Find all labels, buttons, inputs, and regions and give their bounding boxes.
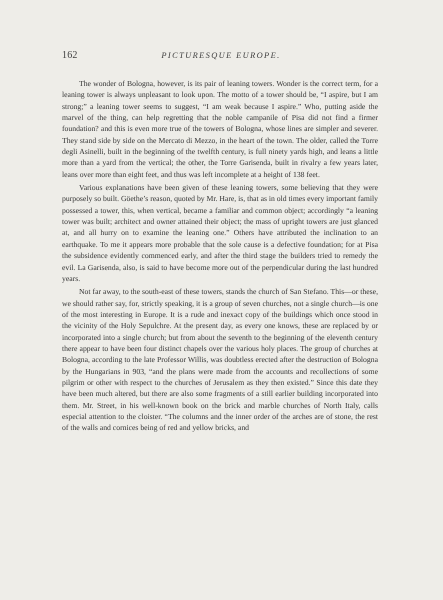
page-header (62, 50, 380, 64)
paragraph-leaning-towers: The wonder of Bologna, however, is its pair of leaning towers. Wonder is the correct term, for a leaning tower is always unpleasant to look upon. The motto of a tower should be, “I aspire, but I am strong;” a leaning tower seems to suggest, “I am weak because I aspire.” Who, putting aside the marvel of the thing, can help regretting that the noble campanile of Pisa did not find a firmer foundation? and this is even more true of the towers of Bologna, whose lines are simpler and severer. They stand side by side on the Mercato di Mezzo, in the heart of the town. The older, called the Torre degli Asinelli, built in the beginning of the twelfth century, is full ninety yards high, and leans a little more than a yard from the vertical; the other, the Torre Garisenda, built in rivalry a few years later, leans over more than eight feet, and thus was left incomplete at a height of 138 feet. (62, 79, 378, 179)
page-body (62, 78, 378, 434)
running-title: PICTURESQUE EUROPE. (161, 51, 281, 60)
page-number: 162 (62, 50, 78, 61)
paragraph-san-stefano: Not far away, to the south-east of these towers, stands the church of San Stefano. This—or these, we should rather say, for, strictly speaking, it is a group of seven churches, not a single church—is one of the most interesting in Europe. It is a rude and inexact copy of the buildings which once stood in the vicinity of the Holy Sepulchre. At the present day, as every one knows, these are replaced by or incorporated into a single church; but from about the seventh to the beginning of the eleventh century there appear to have been four distinct chapels over the various holy places. The group of churches at Bologna, according to the late Professor Willis, was doubtless erected after the destruction of Bologna by the Hungarians in 903, “and the plans were made from the accounts and recollections of some pilgrim or other with respect to the churches of Jerusalem as they then existed.” Since this date they have been much altered, but there are also some fragments of a still earlier building incorporated into them. Mr. Street, in his well-known book on the brick and marble churches of North Italy, calls especial attention to the cloister. “The columns and the inner order of the arches are of stone, the rest of the walls and cornices being of red and yellow bricks, and (62, 287, 378, 433)
paragraph-explanations: Various explanations have been given of these leaning towers, some believing that they were purposely so built. Göethe’s reason, quoted by Mr. Hare, is, that as in old times every important family possessed a tower, this, when vertical, became a familiar and common object; accordingly “a leaning tower was built; architect and owner attained their object; the mass of upright towers are just glanced at, and all hurry on to examine the leaning one.” Others have attributed the inclination to an earthquake. To me it appears more probable that the sole cause is a defective foundation; for at Pisa the subsidence evidently commenced early, and after the third stage the builders tried to remedy the evil. La Garisenda, also, is said to have become more out of the perpendicular during the last hundred years. (62, 183, 378, 283)
